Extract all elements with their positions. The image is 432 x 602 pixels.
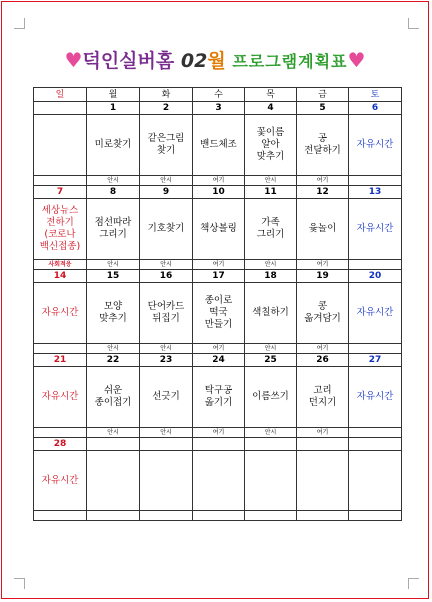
date-cell: 3 <box>193 102 245 115</box>
date-row <box>34 102 402 115</box>
activity-cell: 자유시간 <box>349 367 402 428</box>
activity-cell: 미로찾기 <box>87 115 140 176</box>
activity-cell: 점선따라 그리기 <box>87 199 140 260</box>
tag-row <box>34 176 402 186</box>
activity-cell: 자유시간 <box>349 283 402 344</box>
date-row <box>34 354 402 367</box>
tag-cell <box>34 511 87 521</box>
tag-cell: 안시 <box>87 176 140 186</box>
date-cell <box>34 102 87 115</box>
tag-cell: 안시 <box>140 260 193 270</box>
tag-cell: 안시 <box>87 428 140 438</box>
date-cell: 24 <box>193 354 245 367</box>
date-cell: 14 <box>34 270 87 283</box>
date-cell: 9 <box>140 186 193 199</box>
tag-cell <box>34 428 87 438</box>
heart-icon: ♥ <box>347 48 366 72</box>
activity-cell: 윷놀이 <box>297 199 349 260</box>
tag-cell: 안시 <box>245 260 297 270</box>
tag-cell: 안시 <box>245 428 297 438</box>
date-cell: 1 <box>87 102 140 115</box>
activity-cell: 자유시간 <box>34 367 87 428</box>
weekday-header: 목 <box>245 88 297 102</box>
activity-cell <box>87 451 140 511</box>
activity-row <box>34 367 402 428</box>
tag-cell: 여기 <box>193 260 245 270</box>
tag-cell <box>349 176 402 186</box>
heart-icon: ♥ <box>64 48 83 72</box>
activity-cell: 자유시간 <box>34 451 87 511</box>
weekday-header: 화 <box>140 88 193 102</box>
date-cell: 2 <box>140 102 193 115</box>
tag-cell <box>193 511 245 521</box>
activity-cell: 색칠하기 <box>245 283 297 344</box>
tag-cell <box>140 511 193 521</box>
activity-row <box>34 451 402 511</box>
tag-cell: 안시 <box>87 344 140 354</box>
activity-cell: 쉬운 종이접기 <box>87 367 140 428</box>
tag-cell <box>349 428 402 438</box>
date-cell: 5 <box>297 102 349 115</box>
date-cell: 27 <box>349 354 402 367</box>
date-cell <box>87 438 140 451</box>
tag-cell <box>349 344 402 354</box>
date-cell <box>193 438 245 451</box>
date-cell <box>245 438 297 451</box>
tag-cell <box>245 511 297 521</box>
tag-cell: 여기 <box>297 344 349 354</box>
title-name: 덕인실버홈 <box>82 50 175 72</box>
activity-cell: 자유시간 <box>349 199 402 260</box>
tag-cell <box>349 260 402 270</box>
activity-cell: 이름쓰기 <box>245 367 297 428</box>
weekday-header: 수 <box>193 88 245 102</box>
crop-mark-bottom-left <box>14 578 25 589</box>
activity-cell <box>297 451 349 511</box>
date-cell: 10 <box>193 186 245 199</box>
weekday-header: 토 <box>349 88 402 102</box>
activity-cell <box>349 451 402 511</box>
activity-cell: 종이로 떡국 만들기 <box>193 283 245 344</box>
activity-cell: 콩 옮겨담기 <box>297 283 349 344</box>
date-cell <box>297 438 349 451</box>
date-cell: 22 <box>87 354 140 367</box>
activity-cell: 자유시간 <box>34 283 87 344</box>
crop-mark-bottom-right <box>408 578 419 589</box>
date-cell: 8 <box>87 186 140 199</box>
tag-cell <box>297 511 349 521</box>
weekday-header: 금 <box>297 88 349 102</box>
date-cell: 17 <box>193 270 245 283</box>
activity-cell: 꽃이름 알아 맞추기 <box>245 115 297 176</box>
title-month-unit: 월 <box>207 50 226 72</box>
date-row <box>34 186 402 199</box>
activity-cell: 공 전달하기 <box>297 115 349 176</box>
tag-cell: 여기 <box>297 176 349 186</box>
date-row <box>34 438 402 451</box>
date-cell: 12 <box>297 186 349 199</box>
tag-cell <box>34 344 87 354</box>
activity-cell: 탁구공 옮기기 <box>193 367 245 428</box>
tag-row <box>34 511 402 521</box>
tag-cell: 여기 <box>297 428 349 438</box>
weekday-header-row <box>34 88 402 102</box>
date-cell: 7 <box>34 186 87 199</box>
activity-cell <box>193 451 245 511</box>
date-cell: 15 <box>87 270 140 283</box>
tag-cell <box>349 511 402 521</box>
tag-cell: 안시 <box>245 344 297 354</box>
tag-cell: 안시 <box>140 344 193 354</box>
tag-cell: 안시 <box>140 428 193 438</box>
activity-row <box>34 283 402 344</box>
page-title <box>30 46 400 76</box>
activity-cell: 기호찾기 <box>140 199 193 260</box>
title-month: 02 <box>180 50 208 72</box>
activity-row <box>34 115 402 176</box>
date-cell: 16 <box>140 270 193 283</box>
date-cell: 13 <box>349 186 402 199</box>
activity-cell <box>34 115 87 176</box>
activity-cell: 모양 맞추기 <box>87 283 140 344</box>
activity-cell: 세상뉴스 전하기 (코로나 백신접종) <box>34 199 87 260</box>
activity-cell: 가족 그리기 <box>245 199 297 260</box>
activity-cell: 선긋기 <box>140 367 193 428</box>
activity-cell: 자유시간 <box>349 115 402 176</box>
tag-cell: 여기 <box>193 428 245 438</box>
tag-cell <box>34 176 87 186</box>
crop-mark-top-left <box>14 18 25 29</box>
title-plan: 프로그램계획표 <box>232 52 348 71</box>
date-cell: 23 <box>140 354 193 367</box>
tag-cell: 사회적응 <box>34 260 87 270</box>
calendar-table <box>33 87 402 521</box>
tag-cell: 안시 <box>140 176 193 186</box>
activity-cell <box>245 451 297 511</box>
date-row <box>34 270 402 283</box>
tag-cell <box>87 511 140 521</box>
activity-cell: 단어카드 뒤집기 <box>140 283 193 344</box>
date-cell <box>140 438 193 451</box>
date-cell: 18 <box>245 270 297 283</box>
date-cell: 28 <box>34 438 87 451</box>
date-cell: 21 <box>34 354 87 367</box>
tag-row <box>34 260 402 270</box>
date-cell: 6 <box>349 102 402 115</box>
tag-cell: 여기 <box>193 176 245 186</box>
tag-cell: 안시 <box>245 176 297 186</box>
activity-row <box>34 199 402 260</box>
date-cell <box>349 438 402 451</box>
crop-mark-top-right <box>408 18 419 29</box>
tag-cell: 여기 <box>193 344 245 354</box>
date-cell: 4 <box>245 102 297 115</box>
activity-cell <box>140 451 193 511</box>
tag-row <box>34 344 402 354</box>
activity-cell: 고리 던지기 <box>297 367 349 428</box>
tag-cell: 여기 <box>297 260 349 270</box>
weekday-header: 월 <box>87 88 140 102</box>
date-cell: 20 <box>349 270 402 283</box>
activity-cell: 밴드체조 <box>193 115 245 176</box>
date-cell: 25 <box>245 354 297 367</box>
date-cell: 26 <box>297 354 349 367</box>
tag-row <box>34 428 402 438</box>
tag-cell: 안시 <box>87 260 140 270</box>
activity-cell: 같은그림 찾기 <box>140 115 193 176</box>
activity-cell: 책상볼링 <box>193 199 245 260</box>
weekday-header: 일 <box>34 88 87 102</box>
date-cell: 19 <box>297 270 349 283</box>
date-cell: 11 <box>245 186 297 199</box>
